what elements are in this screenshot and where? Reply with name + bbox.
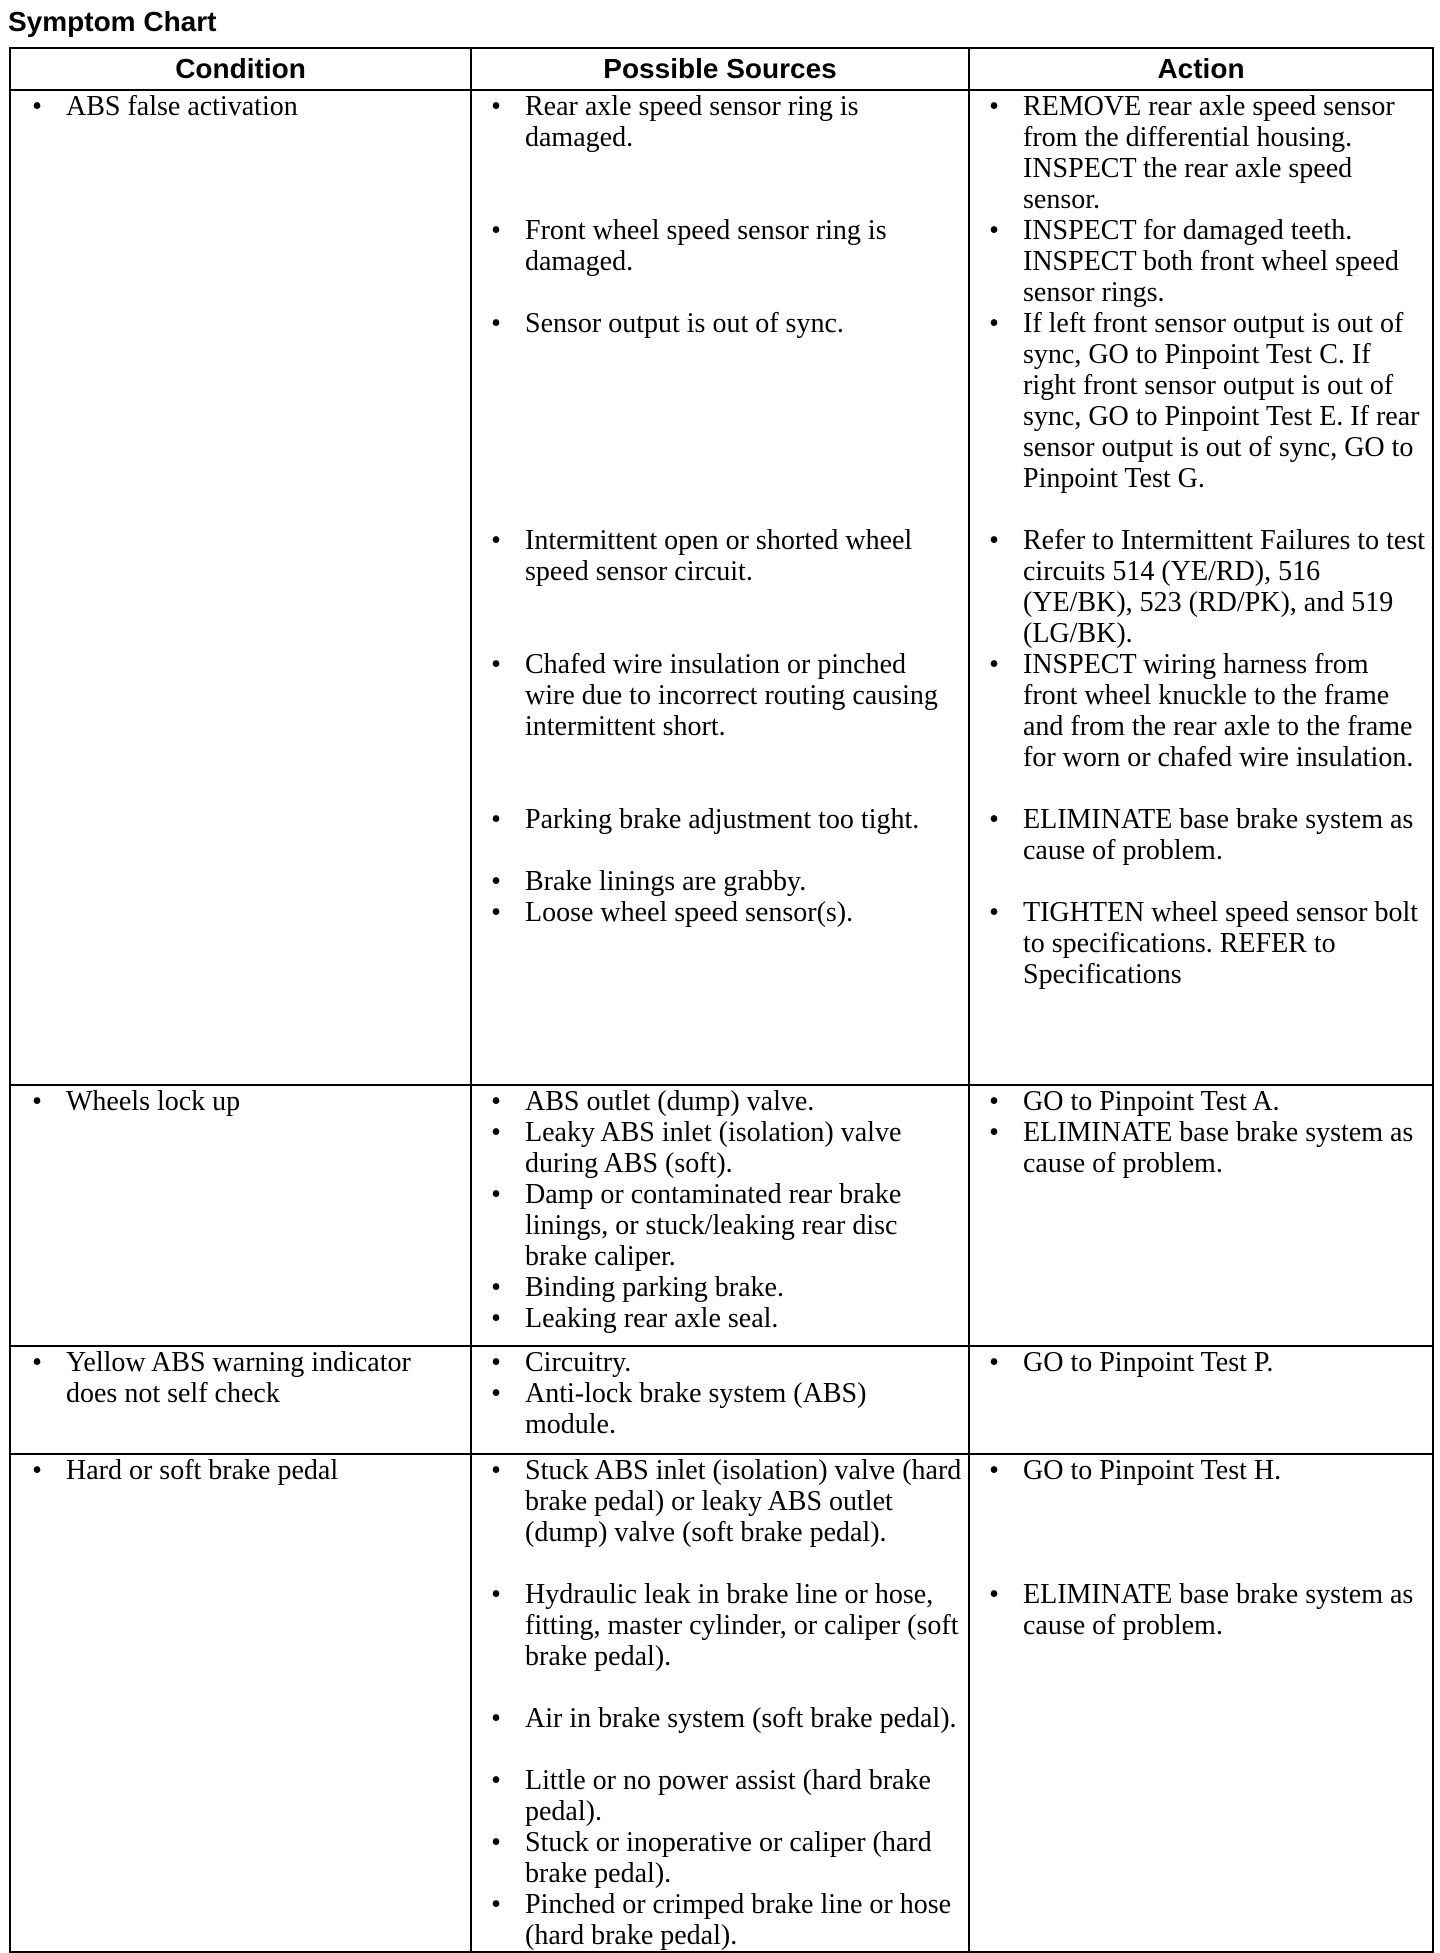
condition-cell xyxy=(10,1454,471,1952)
list-item: • Leaking rear axle seal. xyxy=(491,1303,779,1334)
list-item: • Leaky ABS inlet (isolation) valve during ABS (soft). xyxy=(491,1117,902,1179)
action-cell xyxy=(969,1085,1433,1346)
list-item: • GO to Pinpoint Test P. xyxy=(989,1347,1274,1378)
action-cell xyxy=(969,1346,1433,1454)
list-item: • REMOVE rear axle speed sensor from the differential housing. INSPECT the rear axle speed sensor. xyxy=(989,91,1395,215)
table-row xyxy=(10,1454,1433,1952)
symptom-chart-table xyxy=(9,47,1434,1953)
table-row xyxy=(10,1346,1433,1454)
list-item: • INSPECT wiring harness from front wheel knuckle to the frame and from the rear axle to the frame for worn or chafed wire insulation. xyxy=(989,649,1414,773)
list-item: • Front wheel speed sensor ring is damaged. xyxy=(491,215,887,277)
list-item: • Anti-lock brake system (ABS) module. xyxy=(491,1378,867,1440)
header-row xyxy=(10,48,1433,90)
list-item: • Chafed wire insulation or pinched wire due to incorrect routing causing intermittent short. xyxy=(491,649,938,742)
list-item: • ELIMINATE base brake system as cause of problem. xyxy=(989,804,1414,866)
list-item: • ELIMINATE base brake system as cause of problem. xyxy=(989,1579,1414,1641)
table-row xyxy=(10,90,1433,1085)
action-cell xyxy=(969,90,1433,1085)
header-condition: Condition xyxy=(10,48,471,90)
list-item: • Loose wheel speed sensor(s). xyxy=(491,897,854,928)
list-item: • Intermittent open or shorted wheel speed sensor circuit. xyxy=(491,525,913,587)
list-item: • TIGHTEN wheel speed sensor bolt to specifications. REFER to Specifications xyxy=(989,897,1419,990)
list-item: • Yellow ABS warning indicator does not self check xyxy=(32,1347,411,1409)
list-item: • GO to Pinpoint Test H. xyxy=(989,1455,1282,1486)
list-item: • Binding parking brake. xyxy=(491,1272,784,1303)
list-item: • ELIMINATE base brake system as cause of problem. xyxy=(989,1117,1414,1179)
header-action: Action xyxy=(969,48,1433,90)
sources-cell xyxy=(471,1454,969,1952)
list-item: • Little or no power assist (hard brake pedal). xyxy=(491,1765,931,1827)
list-item: • Stuck or inoperative or caliper (hard brake pedal). xyxy=(491,1827,932,1889)
sources-cell xyxy=(471,1346,969,1454)
list-item: • ABS outlet (dump) valve. xyxy=(491,1086,815,1117)
list-item: • Circuitry. xyxy=(491,1347,632,1378)
page-title: Symptom Chart xyxy=(8,6,217,37)
condition-cell xyxy=(10,1346,471,1454)
list-item: • Hard or soft brake pedal xyxy=(32,1455,339,1486)
list-item: • ABS false activation xyxy=(32,91,298,122)
action-cell xyxy=(969,1454,1433,1952)
list-item: • Wheels lock up xyxy=(32,1086,241,1117)
list-item: • Stuck ABS inlet (isolation) valve (hard brake pedal) or leaky ABS outlet (dump) valve (soft brake pedal). xyxy=(491,1455,962,1548)
list-item: • Pinched or crimped brake line or hose (hard brake pedal). xyxy=(491,1889,952,1951)
sources-cell xyxy=(471,90,969,1085)
list-item: • Rear axle speed sensor ring is damaged. xyxy=(491,91,859,153)
header-possible-sources: Possible Sources xyxy=(471,48,969,90)
table-row xyxy=(10,1085,1433,1346)
list-item: • Refer to Intermittent Failures to test circuits 514 (YE/RD), 516 (YE/BK), 523 (RD/PK), and 519 (LG/BK). xyxy=(989,525,1426,649)
list-item: • Damp or contaminated rear brake linings, or stuck/leaking rear disc brake caliper. xyxy=(491,1179,902,1272)
list-item: • GO to Pinpoint Test A. xyxy=(989,1086,1280,1117)
condition-cell xyxy=(10,90,471,1085)
list-item: • Brake linings are grabby. xyxy=(491,866,807,897)
list-item: • If left front sensor output is out of sync, GO to Pinpoint Test C. If right front sensor output is out of sync, GO to Pinpoint Test E. If rear sensor output is out of sync, GO to Pinpoint Test G. xyxy=(989,308,1420,494)
list-item: • Sensor output is out of sync. xyxy=(491,308,844,339)
list-item: • Air in brake system (soft brake pedal). xyxy=(491,1703,957,1734)
list-item: • INSPECT for damaged teeth. INSPECT both front wheel speed sensor rings. xyxy=(989,215,1399,308)
list-item: • Hydraulic leak in brake line or hose, fitting, master cylinder, or caliper (soft brake pedal). xyxy=(491,1579,959,1672)
sources-cell xyxy=(471,1085,969,1346)
condition-cell xyxy=(10,1085,471,1346)
list-item: • Parking brake adjustment too tight. xyxy=(491,804,920,835)
